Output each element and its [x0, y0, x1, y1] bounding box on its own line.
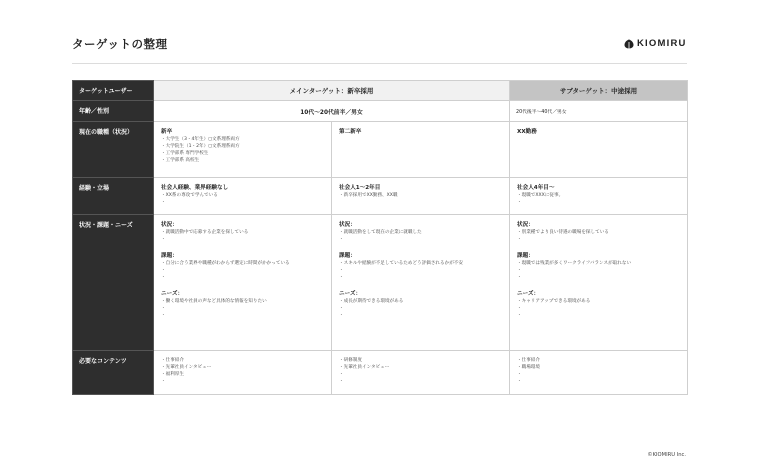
age-main-value: 10代〜20代前半／男女 — [154, 101, 510, 122]
list-item: ・仕事紹介 — [517, 358, 540, 363]
table-row-content — [73, 351, 688, 395]
main-target-header: メインターゲット：新卒採用 — [154, 81, 510, 101]
list-item: ・ — [517, 200, 522, 205]
list-item: ・ — [517, 237, 522, 242]
experience-cell-3 — [510, 178, 688, 215]
list-item: ・ — [339, 372, 344, 377]
experience-cell-1 — [154, 178, 332, 215]
brand-logo — [624, 38, 687, 49]
list-item: ・大学生（3・4年生）◻︎文系理系両方 — [161, 137, 240, 142]
header-divider — [72, 63, 687, 64]
experience-cell-2 — [332, 178, 510, 215]
brand-name: KIOMIRU — [637, 38, 687, 49]
list-item: ・研修制度 — [339, 358, 362, 363]
list-item: ・自分に合う業界や職種がわからず選定に時間がかかっている — [161, 261, 290, 266]
cell-heading: ニーズ： — [517, 291, 540, 297]
list-item: ・工学部系 高校生 — [161, 158, 200, 163]
list-item: ・ — [161, 268, 166, 273]
list-item: ・ — [339, 313, 344, 318]
table-header-row — [73, 81, 688, 101]
list-item: ・新卒採用でXX勤務、XX職 — [339, 193, 398, 198]
cell-heading: 状況： — [339, 222, 356, 228]
row-label-age: 年齢／性別 — [73, 101, 154, 122]
list-item: ・現職でXXXに従事。 — [517, 193, 564, 198]
list-item: ・ — [339, 275, 344, 280]
list-item: ・ — [517, 268, 522, 273]
job-cell-2 — [332, 122, 510, 178]
list-item: ・ — [339, 237, 344, 242]
situation-cell-3 — [510, 215, 688, 351]
list-item: ・別業種でより良い待遇の職場を探している — [517, 230, 609, 235]
list-item: ・ — [517, 379, 522, 384]
list-item: ・職場環境 — [517, 365, 540, 370]
age-sub-value: 20代後半〜40代／男女 — [510, 101, 688, 122]
job-cell-1 — [154, 122, 332, 178]
cell-heading: 状況： — [161, 222, 178, 228]
cell-heading: 課題： — [339, 253, 356, 259]
copyright: ©KIOMIRU Inc. — [647, 452, 686, 458]
table-row-situation — [73, 215, 688, 351]
list-item: ・ — [161, 275, 166, 280]
cell-heading: 社会人1〜2年目 — [339, 185, 381, 191]
list-item: ・スキルや経験が不足しているためどう評価されるかが不安 — [339, 261, 463, 266]
list-item: ・成長が期待できる環境がある — [339, 299, 404, 304]
list-item: ・ — [161, 237, 166, 242]
table-row-job — [73, 122, 688, 178]
list-item: ・ — [161, 306, 166, 311]
list-item: ・ — [339, 306, 344, 311]
list-item: ・ — [517, 313, 522, 318]
table-row-age — [73, 101, 688, 122]
content-cell-1 — [154, 351, 332, 395]
list-item: ・ — [339, 268, 344, 273]
list-item: ・現職では残業が多くワークライフバランスが取れない — [517, 261, 632, 266]
page-title: ターゲットの整理 — [72, 37, 168, 51]
list-item: ・ — [517, 275, 522, 280]
row-label-situation: 状況・課題・ニーズ — [73, 215, 154, 351]
cell-heading: 課題： — [161, 253, 178, 259]
cell-heading: 第二新卒 — [339, 129, 362, 135]
list-item: ・ — [161, 200, 166, 205]
corner-header: ターゲットユーザー — [73, 81, 154, 101]
cell-heading: ニーズ： — [339, 291, 362, 297]
cell-heading: 状況： — [517, 222, 534, 228]
leaf-icon — [624, 39, 634, 49]
list-item: ・ — [339, 379, 344, 384]
list-item: ・ — [161, 313, 166, 318]
situation-cell-2 — [332, 215, 510, 351]
list-item: ・就職活動中で応募する企業を探している — [161, 230, 249, 235]
row-label-job: 現在の職種（状況） — [73, 122, 154, 178]
cell-heading: XX勤務 — [517, 129, 537, 135]
list-item: ・働く環境や社員の声など具体的な情報を知りたい — [161, 299, 267, 304]
row-label-experience: 経験・立場 — [73, 178, 154, 215]
situation-cell-1 — [154, 215, 332, 351]
cell-heading: ニーズ： — [161, 291, 184, 297]
job-cell-3 — [510, 122, 688, 178]
cell-heading: 新卒 — [161, 129, 173, 135]
list-item: ・ — [517, 372, 522, 377]
content-cell-2 — [332, 351, 510, 395]
target-table — [72, 80, 688, 395]
list-item: ・就職活動をして現在の企業に就職した — [339, 230, 422, 235]
list-item: ・先輩社員インタビュー — [339, 365, 390, 370]
table-row-experience — [73, 178, 688, 215]
content-cell-3 — [510, 351, 688, 395]
sub-target-header: サブターゲット：中途採用 — [510, 81, 688, 101]
list-item: ・仕事紹介 — [161, 358, 184, 363]
cell-heading: 課題： — [517, 253, 534, 259]
list-item: ・キャリアアップできる環境がある — [517, 299, 591, 304]
list-item: ・先輩社員インタビュー — [161, 365, 212, 370]
list-item: ・ — [517, 306, 522, 311]
list-item: ・ — [161, 379, 166, 384]
list-item: ・福利厚生 — [161, 372, 184, 377]
cell-heading: 社会人4年目〜 — [517, 185, 555, 191]
list-item: ・大学院生（1・2年）◻︎文系理系両方 — [161, 144, 240, 149]
cell-heading: 社会人経験、業界経験なし — [161, 185, 229, 191]
row-label-content: 必要なコンテンツ — [73, 351, 154, 395]
list-item: ・工学部系 専門学校生 — [161, 151, 209, 156]
list-item: ・XX系の専攻で学んでいる — [161, 193, 218, 198]
